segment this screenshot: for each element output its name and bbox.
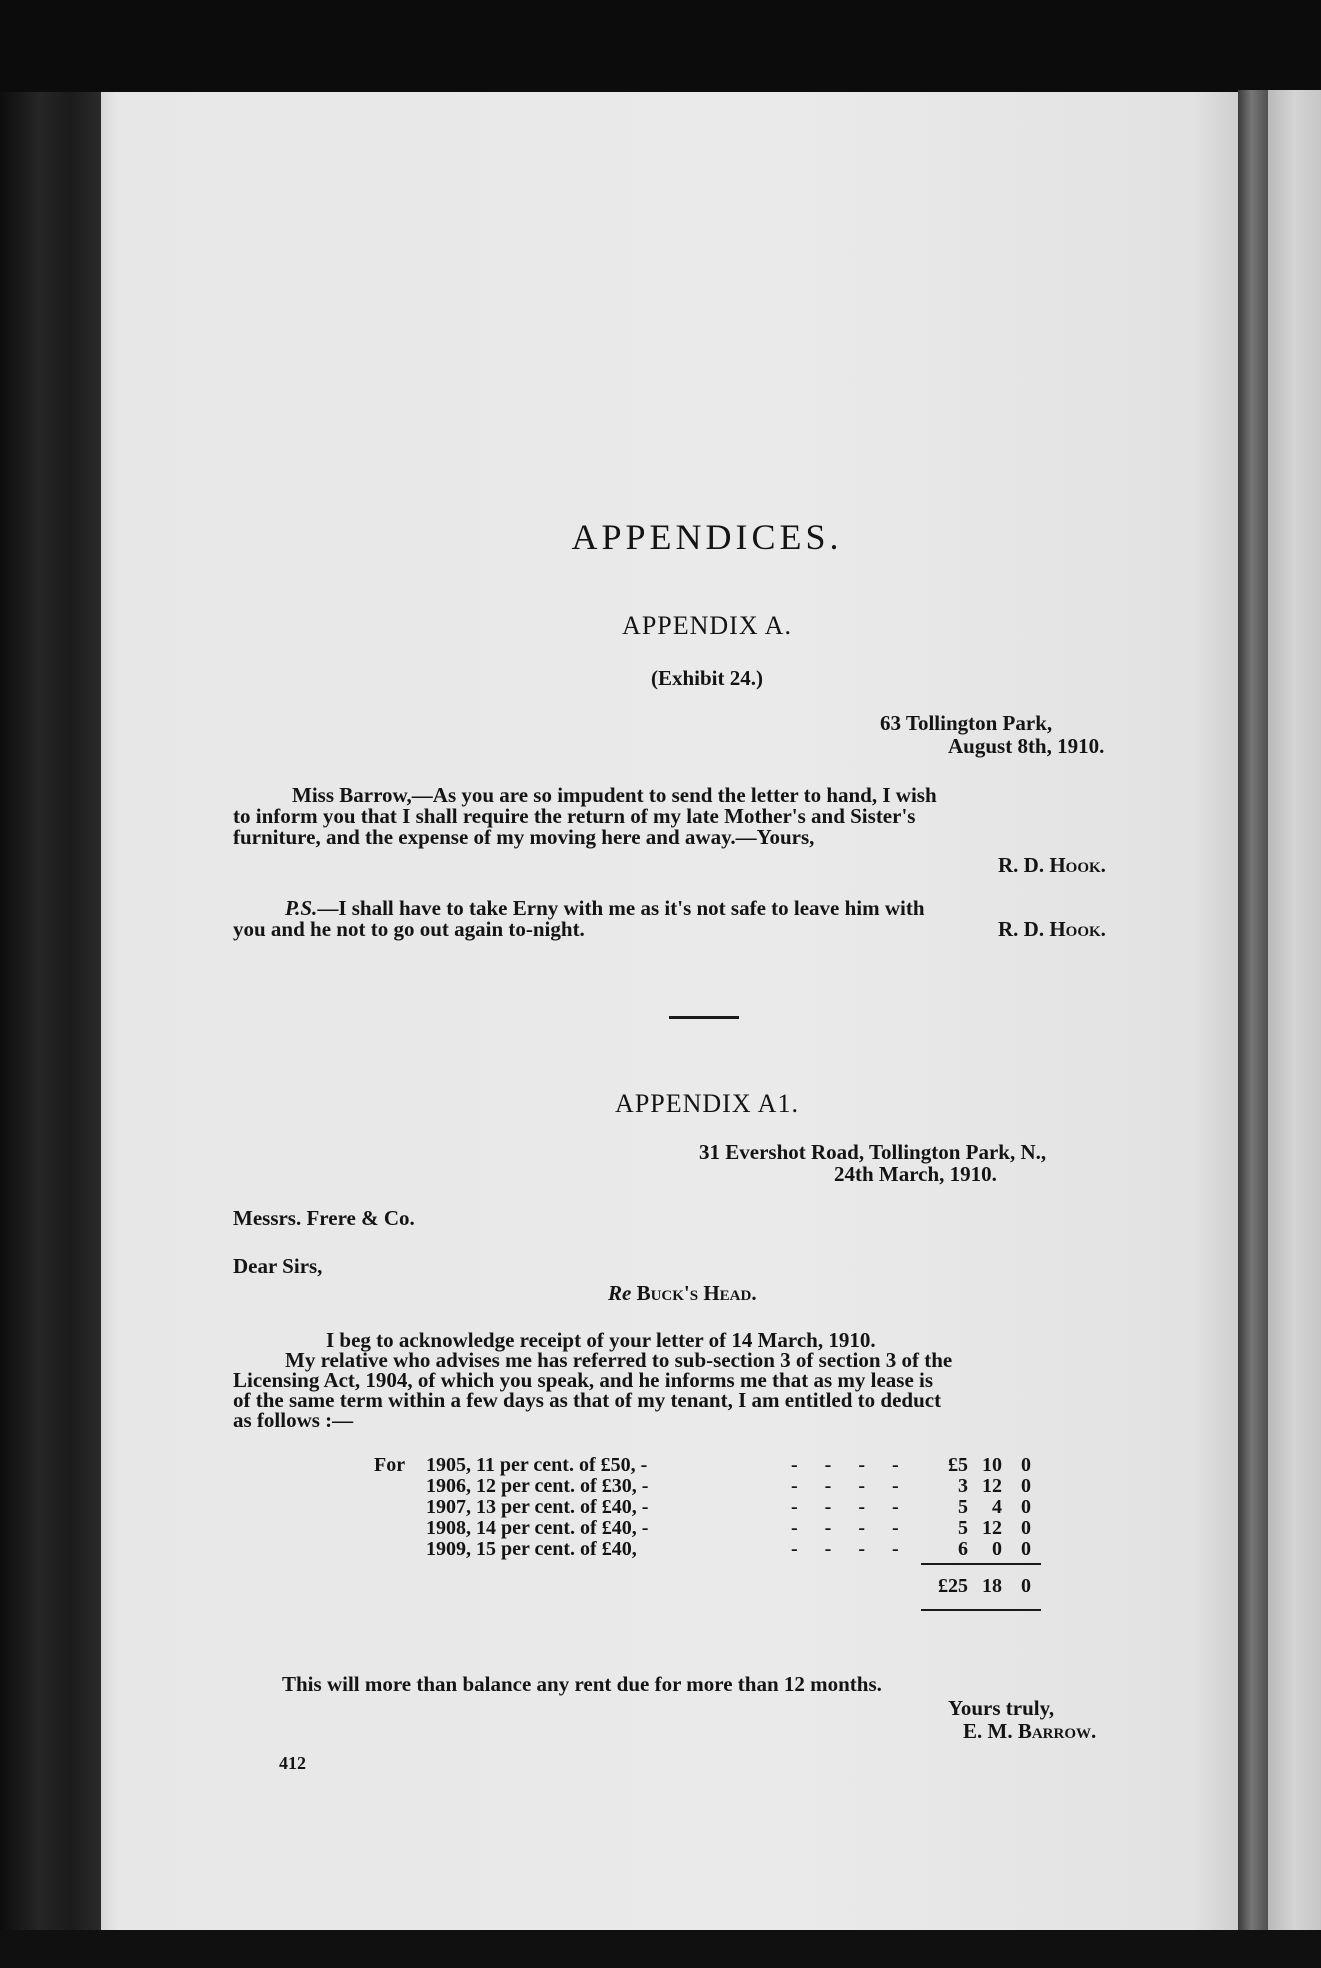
book-page [101, 92, 1238, 1930]
subject-line [608, 1282, 757, 1304]
table-pounds-column [916, 1455, 968, 1560]
table-shillings: 12 [982, 1517, 1002, 1539]
letter-a-date: August 8th, 1910. [948, 734, 1105, 758]
table-pence-column [1009, 1455, 1031, 1560]
re-subject: Buck's Head. [636, 1281, 757, 1305]
table-lead: For [374, 1454, 406, 1476]
table-row-description: 1909, 15 per cent. of £40, [426, 1538, 637, 1560]
table-row-description: 1906, 12 per cent. of £30, - [426, 1475, 649, 1497]
table-shillings-column [970, 1455, 1002, 1560]
table-pence: 0 [1021, 1475, 1031, 1497]
table-shillings: 0 [992, 1538, 1002, 1560]
page-number: 412 [279, 1753, 306, 1773]
letter-a1-body-line: My relative who advises me has referred to sub-section 3 of section 3 of the [285, 1348, 953, 1372]
table-leader-dots: - - - - [791, 1517, 899, 1539]
letter-a1-signature: E. M. Barrow. [963, 1719, 1097, 1743]
letter-a1-address: 31 Evershot Road, Tollington Park, N., [699, 1140, 1047, 1164]
table-leader-dots: - - - - [791, 1454, 899, 1476]
table-total-shillings: 18 [982, 1575, 1002, 1597]
table-pence: 0 [1021, 1538, 1031, 1560]
table-row-description: 1908, 14 per cent. of £40, - [426, 1517, 649, 1539]
table-pence: 0 [1021, 1454, 1031, 1476]
table-description-column [426, 1455, 746, 1560]
postscript-label: P.S. [285, 896, 318, 920]
re-label: Re [608, 1281, 632, 1305]
letter-a-body-line: furniture, and the expense of my moving here and away.—Yours, [233, 825, 815, 849]
table-leader-dots: - - - - [791, 1496, 899, 1518]
table-shillings: 4 [992, 1496, 1002, 1518]
addressee: Messrs. Frere & Co. [233, 1206, 415, 1230]
table-shillings: 12 [982, 1475, 1002, 1497]
exhibit-reference: (Exhibit 24.) [650, 666, 764, 690]
postscript-line: you and he not to go out again to-night. [233, 917, 585, 941]
book-binding-gutter [1238, 90, 1268, 1930]
table-total-pounds: £25 [938, 1575, 968, 1597]
letter-a-body-line: Miss Barrow,—As you are so impudent to send the letter to hand, I wish [292, 783, 937, 807]
table-total-rule-bottom [921, 1609, 1041, 1611]
page-title: APPENDICES. [571, 517, 843, 557]
valediction: Yours truly, [948, 1696, 1055, 1720]
appendix-a1-heading: APPENDIX A1. [615, 1089, 799, 1118]
scan-border-top [0, 0, 1321, 92]
letter-a1-body-line: of the same term within a few days as that of my tenant, I am entitled to deduct [233, 1388, 942, 1412]
table-pounds: 6 [958, 1538, 968, 1560]
salutation: Dear Sirs, [233, 1254, 323, 1278]
table-shillings: 10 [982, 1454, 1002, 1476]
table-lead-column [374, 1455, 418, 1476]
table-total-pence: 0 [1021, 1575, 1031, 1597]
scan-border-bottom [0, 1930, 1321, 1968]
postscript-signature: R. D. Hook. [998, 917, 1106, 941]
table-total-pence-column [1009, 1576, 1031, 1597]
closing-line: This will more than balance any rent due for more than 12 months. [282, 1672, 882, 1696]
section-divider [669, 1016, 739, 1019]
table-pence: 0 [1021, 1517, 1031, 1539]
table-total-rule-top [921, 1563, 1041, 1565]
postscript-line [285, 897, 925, 919]
letter-a-signature: R. D. Hook. [998, 853, 1106, 877]
table-pounds: 5 [958, 1496, 968, 1518]
table-leader-dots: - - - - [791, 1538, 899, 1560]
letter-a1-date: 24th March, 1910. [834, 1162, 997, 1186]
letter-a-body-line: to inform you that I shall require the return of my late Mother's and Sister's [233, 804, 916, 828]
letter-a1-body-line: as follows :— [233, 1408, 354, 1432]
postscript-text: —I shall have to take Erny with me as it's not safe to leave him with [317, 896, 925, 920]
table-pounds: 5 [958, 1517, 968, 1539]
letter-a1-body-line: I beg to acknowledge receipt of your letter of 14 March, 1910. [326, 1328, 876, 1352]
table-row-description: 1905, 11 per cent. of £50, - [426, 1454, 648, 1476]
table-total-shillings-column [970, 1576, 1002, 1597]
table-pence: 0 [1021, 1496, 1031, 1518]
facing-page-edge [1268, 90, 1321, 1930]
appendix-a-heading: APPENDIX A. [622, 611, 792, 640]
table-leader-dots: - - - - [791, 1475, 899, 1497]
table-row-description: 1907, 13 per cent. of £40, - [426, 1496, 649, 1518]
table-pounds: £5 [948, 1454, 968, 1476]
letter-a-address: 63 Tollington Park, [880, 711, 1053, 735]
letter-a1-body-line: Licensing Act, 1904, of which you speak, and he informs me that as my lease is [233, 1368, 934, 1392]
table-total-pounds-column [916, 1576, 968, 1597]
table-pounds: 3 [958, 1475, 968, 1497]
